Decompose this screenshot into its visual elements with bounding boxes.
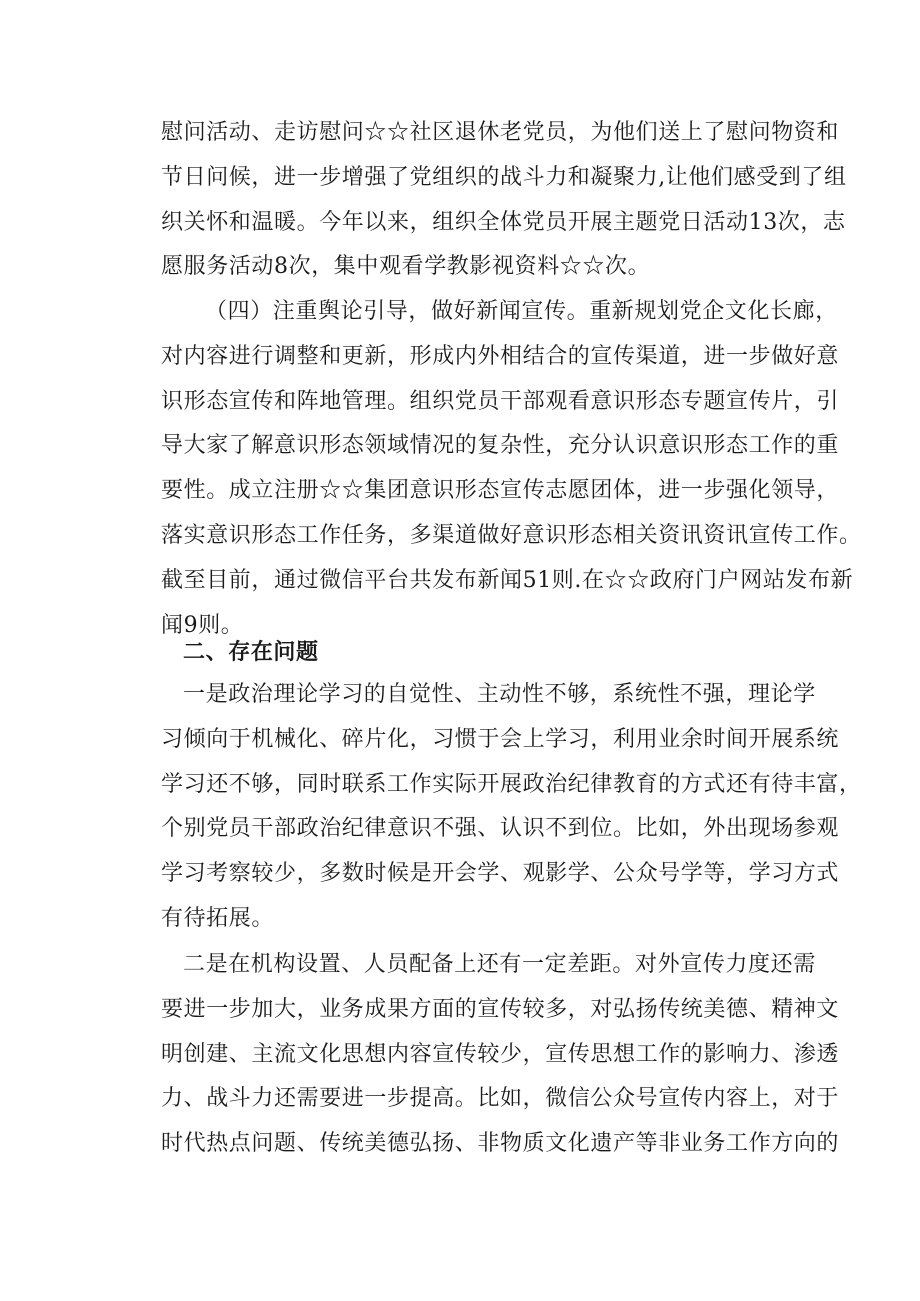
text-line: （四）注重舆论引导，做好新闻宣传。重新规划党企文化长廊， bbox=[205, 299, 838, 324]
text-line: 个别党员干部政治纪律意识不强、认识不到位。比如，外出现场参观 bbox=[161, 816, 840, 842]
text-line: 力、战斗力还需要进一步提高。比如，微信公众号宣传内容上，对于 bbox=[161, 1086, 840, 1112]
paragraph-problem-two bbox=[161, 943, 840, 1167]
text-line: 二是在机构设置、人员配备上还有一定差距。对外宣传力度还需 bbox=[183, 952, 816, 977]
text-line: 愿服务活动8次，集中观看学教影视资料☆☆次。 bbox=[161, 254, 651, 280]
text-line: 学习还不够，同时联系工作实际开展政治纪律教育的方式还有待丰富， bbox=[161, 771, 862, 797]
text-line: 节日问候，进一步增强了党组织的战斗力和凝聚力,让他们感受到了组 bbox=[161, 164, 847, 190]
text-line: 一是政治理论学习的自觉性、主动性不够，系统性不强，理论学 bbox=[183, 682, 816, 707]
text-line: 对内容进行调整和更新，形成内外相结合的宣传渠道，进一步做好意 bbox=[161, 343, 840, 369]
text-line: 要性。成立注册☆☆集团意识形态宣传志愿团体，进一步强化领导， bbox=[161, 478, 840, 504]
section-heading: 二、存在问题 bbox=[183, 639, 319, 665]
paragraph-visits bbox=[161, 111, 847, 290]
text-line: 学习考察较少，多数时候是开会学、观影学、公众号学等，学习方式 bbox=[161, 861, 840, 887]
text-line: 时代热点问题、传统美德弘扬、非物质文化遗产等非业务工作方向的 bbox=[161, 1131, 840, 1157]
paragraph-problem-one bbox=[161, 673, 862, 942]
text-line: 要进一步加大，业务成果方面的宣传较多，对弘扬传统美德、精神文 bbox=[161, 996, 840, 1022]
paragraph-publicity bbox=[161, 290, 862, 648]
text-line: 识形态宣传和阵地管理。组织党员干部观看意识形态专题宣传片，引 bbox=[161, 388, 840, 414]
text-line: 闻9则。 bbox=[161, 612, 244, 638]
section-heading-problems bbox=[161, 630, 801, 675]
text-line: 截至目前，通过微信平台共发布新闻51则.在☆☆政府门户网站发布新 bbox=[161, 567, 854, 593]
text-line: 慰问活动、走访慰问☆☆社区退休老党员，为他们送上了慰问物资和 bbox=[161, 120, 840, 145]
text-line: 织关怀和温暖。今年以来，组织全体党员开展主题党日活动13次，志 bbox=[161, 209, 846, 235]
text-line: 落实意识形态工作任务，多渠道做好意识形态相关资讯资讯宣传工作。 bbox=[161, 522, 862, 548]
text-line: 习倾向于机械化、碎片化，习惯于会上学习，利用业余时间开展系统 bbox=[161, 726, 840, 752]
text-line: 有待拓展。 bbox=[161, 905, 275, 931]
text-line: 明创建、主流文化思想内容宣传较少，宣传思想工作的影响力、渗透 bbox=[161, 1041, 840, 1067]
text-line: 导大家了解意识形态领域情况的复杂性，充分认识意识形态工作的重 bbox=[161, 433, 840, 459]
